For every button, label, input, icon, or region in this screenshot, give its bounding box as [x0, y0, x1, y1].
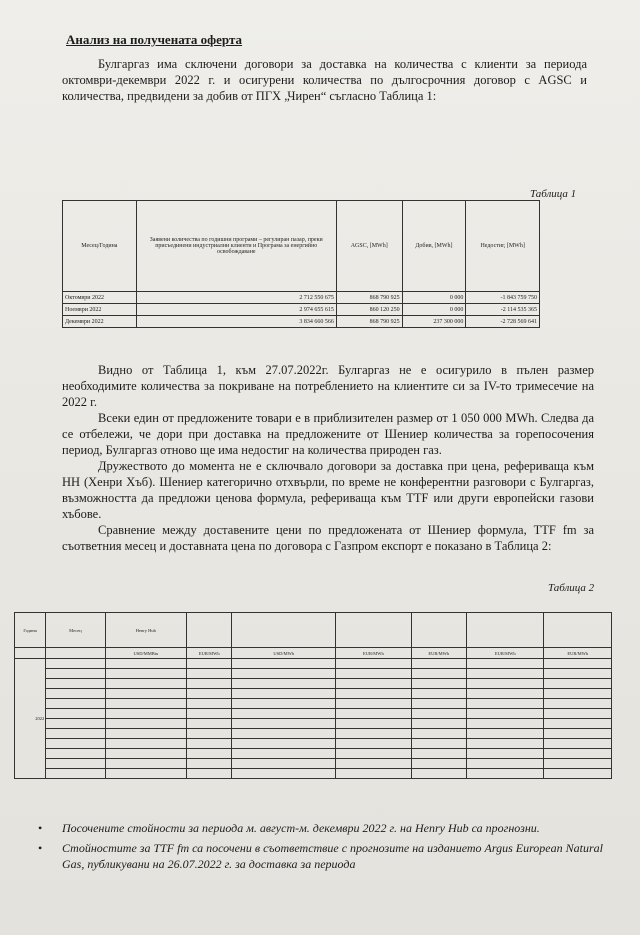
table2-header: Месец [46, 613, 105, 648]
table-cell [46, 659, 105, 669]
table-cell [187, 769, 232, 779]
table2 [14, 612, 612, 779]
table-cell [46, 689, 105, 699]
table-cell [232, 729, 336, 739]
table-cell [232, 749, 336, 759]
table2-header [544, 613, 612, 648]
table-row [15, 659, 612, 669]
table-cell [411, 719, 466, 729]
table-row [15, 719, 612, 729]
table-cell [544, 669, 612, 679]
table-cell: 868 790 925 [336, 292, 402, 304]
table-cell [187, 669, 232, 679]
table-cell [336, 719, 412, 729]
table-cell: 2 712 550 675 [136, 292, 336, 304]
table-cell [411, 659, 466, 669]
table-row [15, 749, 612, 759]
table-cell [46, 709, 105, 719]
table-cell [46, 739, 105, 749]
table-cell [466, 719, 544, 729]
table-cell [187, 759, 232, 769]
table-cell [187, 699, 232, 709]
table-cell [232, 679, 336, 689]
table-cell: Декември 2022 [63, 316, 137, 328]
table-cell: 3 834 660 566 [136, 316, 336, 328]
table-cell [105, 709, 187, 719]
table1-header: Недостиг, [MWh] [466, 201, 540, 292]
table-cell [46, 679, 105, 689]
table-cell [46, 669, 105, 679]
table-cell [46, 648, 105, 659]
table-cell [105, 659, 187, 669]
table-cell [411, 729, 466, 739]
table-cell [187, 749, 232, 759]
table-cell [411, 749, 466, 759]
table-cell [46, 729, 105, 739]
table-cell: -2 114 535 365 [466, 304, 540, 316]
table-cell [105, 749, 187, 759]
paragraph-text: Булгаргаз има сключени договори за доставка на количества с клиенти за периода октомври-декември 2022 г. и осигурени количества по дългосрочния договор с AGSC и количества, предвидени за добив от ПГХ „Чирен“ съгласно Таблица 1: [62, 57, 587, 103]
table-cell [544, 719, 612, 729]
table-cell [187, 729, 232, 739]
table-cell [232, 719, 336, 729]
table-cell [105, 729, 187, 739]
table1-header: Добив, [MWh] [402, 201, 466, 292]
table-row [15, 689, 612, 699]
table-cell: Ноември 2022 [63, 304, 137, 316]
table-cell: -2 728 569 641 [466, 316, 540, 328]
table-cell [411, 679, 466, 689]
notes-list [38, 820, 618, 876]
table-cell [336, 749, 412, 759]
table-cell [466, 729, 544, 739]
table-cell: 0 000 [402, 304, 466, 316]
table-cell [46, 769, 105, 779]
table-cell [336, 669, 412, 679]
table-cell [187, 679, 232, 689]
paragraph-intro [62, 56, 587, 104]
table1-caption: Таблица 1 [530, 188, 577, 200]
table-cell [105, 759, 187, 769]
table1 [62, 200, 540, 328]
table-cell [466, 749, 544, 759]
table-cell [105, 699, 187, 709]
table-cell [411, 759, 466, 769]
table-cell [466, 689, 544, 699]
table-row [15, 739, 612, 749]
table-cell [411, 769, 466, 779]
table-cell [466, 769, 544, 779]
table-cell [232, 689, 336, 699]
table-cell [105, 719, 187, 729]
table2-header [232, 613, 336, 648]
note-text: Посочените стойности за периода м. август-м. декември 2022 г. на Henry Hub са прогнозни. [62, 821, 540, 835]
table2-header-row [15, 613, 612, 648]
list-item [38, 840, 618, 872]
table-cell [411, 699, 466, 709]
table-cell [336, 659, 412, 669]
table-cell [232, 699, 336, 709]
table-row [15, 729, 612, 739]
table-cell [46, 759, 105, 769]
table-cell [466, 669, 544, 679]
table-cell [466, 759, 544, 769]
bullet-icon: • [38, 821, 43, 835]
table-cell [187, 719, 232, 729]
table-cell: EUR/MWh [187, 648, 232, 659]
table1-header: AGSC, [MWh] [336, 201, 402, 292]
table-row [63, 304, 540, 316]
paragraph-text: Видно от Таблица 1, към 27.07.2022г. Булгаргаз не е осигурило в пълен размер необходимите количества за покриване на потреблението на клиентите си за IV-то тримесечие на 2022 г. [62, 363, 594, 409]
table-cell [232, 659, 336, 669]
table-row [15, 769, 612, 779]
table-cell [544, 769, 612, 779]
table-cell [544, 739, 612, 749]
table-cell [466, 699, 544, 709]
note-text: Стойностите за TTF fm са посочени в съответствие с прогнозите на изданието Argus European Natural Gas, публикувани на 26.07.2022 г. за доставка за периода [62, 841, 603, 871]
table-row [63, 316, 540, 328]
table-cell: 237 300 000 [402, 316, 466, 328]
table-cell [187, 659, 232, 669]
table-cell: 2022 [15, 659, 46, 779]
table-cell [336, 729, 412, 739]
table-cell: 2 974 655 615 [136, 304, 336, 316]
table-cell [411, 739, 466, 749]
table-cell: 0 000 [402, 292, 466, 304]
table-row [15, 669, 612, 679]
table-cell: EUR/MWh [544, 648, 612, 659]
table-cell [544, 749, 612, 759]
table-cell: Октомври 2022 [63, 292, 137, 304]
table-cell [466, 739, 544, 749]
table-row [15, 759, 612, 769]
table-cell: EUR/MWh [336, 648, 412, 659]
table-cell [46, 719, 105, 729]
table-cell [187, 689, 232, 699]
table2-caption: Таблица 2 [548, 582, 595, 594]
table-cell [336, 759, 412, 769]
table-cell [105, 689, 187, 699]
table-cell: USD/MMBtu [105, 648, 187, 659]
table-cell: EUR/MWh [411, 648, 466, 659]
table-cell [544, 699, 612, 709]
paragraph-text: Дружеството до момента не е сключвало договори за доставка при цена, рефериваща към HH (Хенри Хъб). Шениер категорично отхвърли, по време не конферентни разговори с Булгаргаз, възможността да предложи ценова формула, рефериваща към TTF или други европейски газови хъбове. [62, 459, 594, 521]
table-cell [187, 739, 232, 749]
paragraph-analysis [62, 362, 594, 554]
table1-header: Заявени количества по годишни програми – регулиран пазар, преки присъединени индустриални клиенти и Програма за енергийно освобождаване [136, 201, 336, 292]
table-cell [336, 709, 412, 719]
paragraph-text: Всеки един от предложените товари е в приблизителен размер от 1 050 000 MWh. Следва да се отбележи, че дори при доставка на предложените от Шениер количества за горепосочения период, Булгаргаз отново ще има недостиг на количества природен газ. [62, 411, 594, 457]
table-cell [466, 709, 544, 719]
table-cell [544, 709, 612, 719]
table-cell [105, 769, 187, 779]
table-cell [232, 709, 336, 719]
table1-header-row [63, 201, 540, 292]
table-cell [544, 759, 612, 769]
table-row [15, 709, 612, 719]
table-cell [544, 659, 612, 669]
table-cell [232, 769, 336, 779]
list-item [38, 820, 618, 836]
table2-header [466, 613, 544, 648]
table-cell [105, 669, 187, 679]
table-cell [232, 759, 336, 769]
bullet-icon: • [38, 841, 43, 855]
table-cell [105, 739, 187, 749]
table-cell [336, 699, 412, 709]
table2-header [187, 613, 232, 648]
table2-header [411, 613, 466, 648]
table-cell [466, 679, 544, 689]
table2-header [336, 613, 412, 648]
table2-header: Година [15, 613, 46, 648]
paragraph-text: Сравнение между доставените цени по предложената от Шениер формула, TTF fm за съответния месец и доставната цена по договора с Газпром експорт е показано в Таблица 2: [62, 523, 594, 553]
table-cell: USD/MWh [232, 648, 336, 659]
table-cell [411, 669, 466, 679]
table-cell [544, 689, 612, 699]
table-cell: EUR/MWh [466, 648, 544, 659]
table-cell [15, 648, 46, 659]
table-cell [46, 749, 105, 759]
table-cell [336, 739, 412, 749]
table-cell [466, 659, 544, 669]
table-cell [46, 699, 105, 709]
table-cell: 860 120 250 [336, 304, 402, 316]
table-cell [187, 709, 232, 719]
table-cell [336, 769, 412, 779]
table-cell [544, 679, 612, 689]
table-row [15, 699, 612, 709]
table2-header: Henry Hub [105, 613, 187, 648]
table-cell: 868 790 925 [336, 316, 402, 328]
table-cell [232, 669, 336, 679]
table-cell [105, 679, 187, 689]
table-cell [336, 689, 412, 699]
table-row [15, 679, 612, 689]
table-cell [411, 709, 466, 719]
table2-units-row [15, 648, 612, 659]
table-cell [544, 729, 612, 739]
page-title: Анализ на получената оферта [66, 32, 243, 47]
table-cell [411, 689, 466, 699]
table-row [63, 292, 540, 304]
table-cell [336, 679, 412, 689]
table-cell [232, 739, 336, 749]
table-cell: -1 843 759 750 [466, 292, 540, 304]
table1-header: Месец/Година [63, 201, 137, 292]
